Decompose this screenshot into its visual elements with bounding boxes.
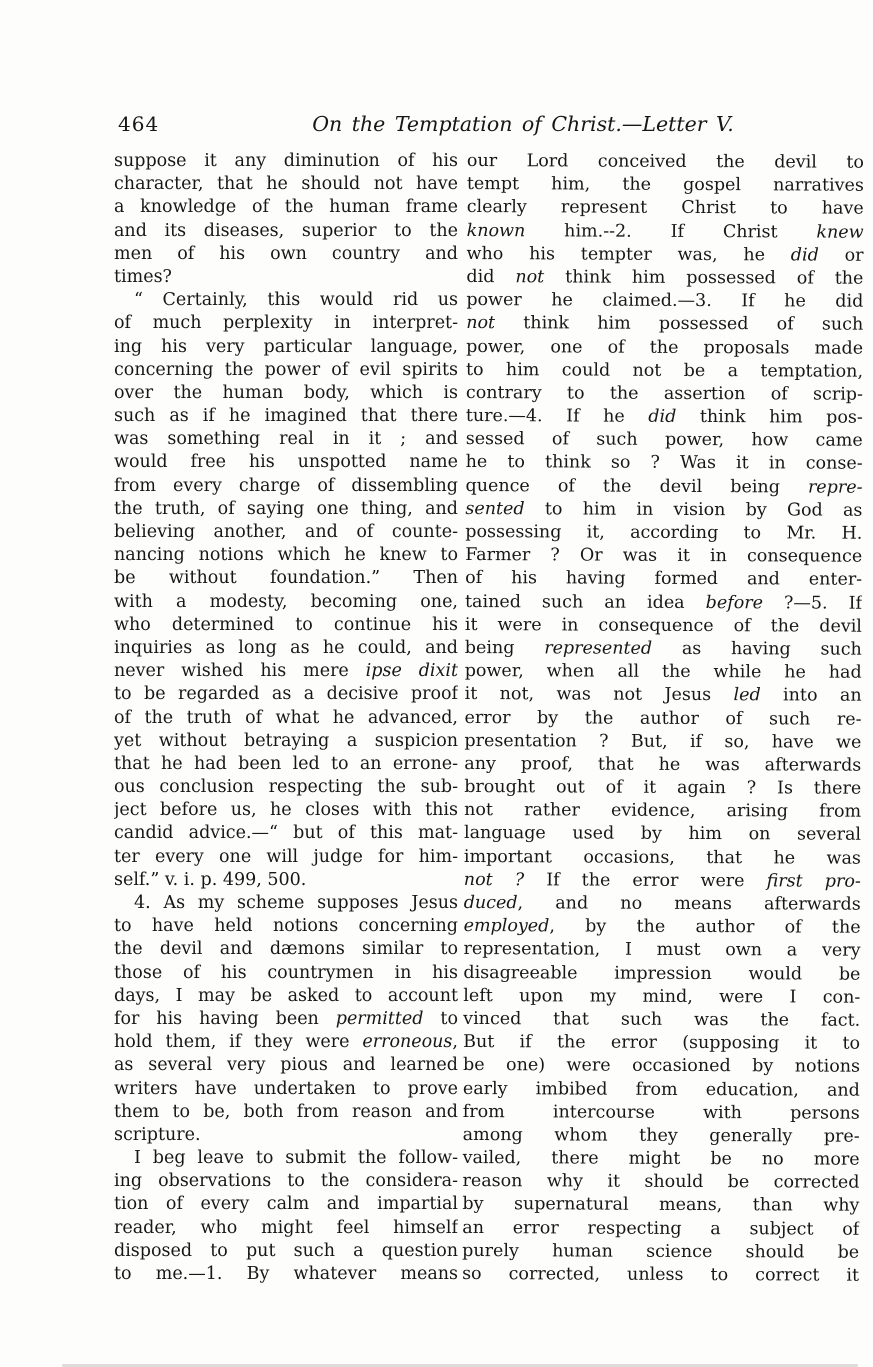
text-line: power he claimed.—3. If he did xyxy=(466,290,864,312)
paragraph xyxy=(114,1147,458,1286)
text-line: ject before us, he closes with this xyxy=(114,800,458,821)
text-line: of his having formed and enter- xyxy=(465,568,863,591)
text-line: from every charge of dissembling xyxy=(114,475,458,496)
text-line: ture.—4. If he did think him pos- xyxy=(465,406,863,428)
text-line: concerning the power of evil spirits xyxy=(114,359,458,380)
text-line: such as if he imagined that there xyxy=(114,406,458,427)
text-line: early imbibed from education, and xyxy=(462,1078,860,1101)
text-line: 4. As my scheme supposes Jesus xyxy=(134,893,458,913)
text-line: he to think so ? Was it in conse- xyxy=(465,452,863,475)
text-line: left upon my mind, were I con- xyxy=(463,985,861,1008)
text-line: language used by him on several xyxy=(463,823,862,846)
text-line: Farmer ? Or was it in consequence xyxy=(465,545,863,567)
text-line: to have held notions concerning xyxy=(114,916,458,937)
text-line: reason why it should be corrected xyxy=(462,1171,860,1193)
two-column-text-body xyxy=(114,150,864,1286)
text-line: duced, and no means afterwards xyxy=(463,892,861,915)
text-line: who determined to continue his xyxy=(114,614,458,635)
text-line: as several very pious and learned xyxy=(114,1055,458,1076)
text-line: disposed to put such a question xyxy=(114,1240,458,1261)
text-line: tion of every calm and impartial xyxy=(114,1194,458,1215)
text-line: power, one of the proposals made xyxy=(466,336,864,359)
text-line: employed, by the author of the xyxy=(463,916,861,938)
text-line: of much perplexity in interpret- xyxy=(114,313,458,334)
text-line: from intercourse with persons xyxy=(462,1101,860,1124)
paragraph xyxy=(114,289,458,892)
text-line: who his tempter was, he did or xyxy=(466,243,864,266)
left-column xyxy=(114,150,458,1286)
text-line: among whom they generally pre- xyxy=(462,1124,860,1147)
page-number: 464 xyxy=(118,112,160,136)
text-line: hold them, if they were erroneous, xyxy=(114,1032,458,1053)
text-line: I beg leave to submit the follow- xyxy=(134,1148,458,1169)
text-line: representation, I must own a very xyxy=(463,939,861,962)
text-line: not think him possessed of such xyxy=(466,313,864,336)
text-line: a knowledge of the human frame xyxy=(114,197,458,218)
text-line: of the truth of what he advanced, xyxy=(114,707,458,728)
text-line: brought out of it again ? Is there xyxy=(464,777,862,799)
text-line: would free his unspotted name xyxy=(114,452,458,473)
text-line: character, that he should not have xyxy=(114,174,458,195)
text-line: power, when all the while he had xyxy=(464,661,862,683)
text-line: yet without betraying a suspicion xyxy=(114,730,458,751)
text-line: be one) were occasioned by notions xyxy=(462,1055,861,1078)
text-line: candid advice.—“ but of this mat- xyxy=(114,823,458,844)
text-line: vinced that such was the fact. xyxy=(463,1008,861,1031)
paragraph xyxy=(462,150,864,1288)
text-line: over the human body, which is xyxy=(114,382,458,403)
text-line: those of his countrymen in his xyxy=(114,962,458,983)
paragraph xyxy=(114,150,458,289)
text-line: being represented as having such xyxy=(464,637,862,660)
text-line: scripture. xyxy=(114,1124,201,1145)
page-header xyxy=(118,112,858,136)
text-line: nancing notions which he knew to xyxy=(114,545,458,566)
text-line: did not think him possessed of the xyxy=(466,266,864,289)
text-line: never wished his mere ipse dixit xyxy=(114,661,458,682)
text-line: it were in consequence of the devil xyxy=(464,614,862,637)
text-line: with a modesty, becoming one, xyxy=(114,591,458,612)
text-line: quence of the devil being repre- xyxy=(465,475,863,498)
text-line: presentation ? But, if so, have we xyxy=(464,730,862,753)
text-line: sented to him in vision by God as xyxy=(465,498,863,521)
text-line: error by the author of such re- xyxy=(464,707,862,730)
text-line: to be regarded as a decisive proof xyxy=(114,684,458,705)
text-line: possessing it, according to Mr. H. xyxy=(465,521,863,544)
text-line: clearly represent Christ to have xyxy=(466,197,864,220)
text-line: times? xyxy=(114,266,172,287)
text-line: the devil and dæmons similar to xyxy=(114,939,458,960)
text-line: sessed of such power, how came xyxy=(465,429,863,451)
text-line: purely human science should be xyxy=(462,1240,860,1263)
text-line: suppose it any diminution of his xyxy=(114,151,458,171)
paragraph xyxy=(114,892,458,1147)
text-line: days, I may be asked to account xyxy=(114,985,458,1006)
text-line: them to be, both from reason and xyxy=(114,1101,458,1122)
text-line: for his having been permitted to xyxy=(114,1008,458,1029)
text-line: be without foundation.” Then xyxy=(114,568,458,589)
text-line: inquiries as long as he could, and xyxy=(114,637,458,658)
text-line: ter every one will judge for him- xyxy=(114,846,458,867)
text-line: so corrected, unless to correct it xyxy=(462,1263,860,1286)
text-line: to me.—1. By whatever means xyxy=(114,1264,458,1284)
text-line: our Lord conceived the devil to xyxy=(466,150,864,173)
text-line: not ? If the error were first pro- xyxy=(463,869,861,892)
text-line: by supernatural means, than why xyxy=(462,1194,860,1217)
text-line: ing observations to the considera- xyxy=(114,1171,458,1192)
text-line: men of his own country and xyxy=(114,243,458,264)
text-line: reader, who might feel himself xyxy=(114,1217,458,1238)
text-line: any proof, that he was afterwards xyxy=(464,753,862,776)
text-line: “ Certainly, this would rid us xyxy=(134,290,458,311)
text-line: to him could not be a temptation, xyxy=(465,359,864,382)
text-line: and its diseases, superior to the xyxy=(114,220,458,241)
text-line: disagreeable impression would be xyxy=(463,962,861,985)
text-line: tained such an idea before ?—5. If xyxy=(464,591,863,614)
text-line: not rather evidence, arising from xyxy=(464,800,862,822)
text-line: But if the error (supposing it to xyxy=(463,1032,861,1054)
text-line: that he had been led to an errone- xyxy=(114,753,458,774)
text-line: ing his very particular language, xyxy=(114,336,458,357)
text-line: important occasions, that he was xyxy=(463,846,861,869)
text-line: known him.--2. If Christ knew xyxy=(466,220,864,243)
text-line: vailed, there might be no more xyxy=(462,1148,860,1170)
text-line: an error respecting a subject of xyxy=(462,1217,860,1240)
text-line: believing another, and of counte- xyxy=(114,522,458,542)
text-line: self.” v. i. p. 499, 500. xyxy=(114,869,307,890)
text-line: was something real in it ; and xyxy=(114,429,458,450)
text-line: the truth, of saying one thing, and xyxy=(114,498,458,519)
text-line: contrary to the assertion of scrip- xyxy=(465,382,863,405)
text-line: writers have undertaken to prove xyxy=(114,1078,458,1099)
text-line: it not, was not Jesus led into an xyxy=(464,684,862,707)
text-line: tempt him, the gospel narratives xyxy=(466,174,864,196)
page-title: On the Temptation of Christ.—Letter V. xyxy=(312,112,734,136)
right-column xyxy=(462,150,864,1288)
text-line: ous conclusion respecting the sub- xyxy=(114,777,458,798)
